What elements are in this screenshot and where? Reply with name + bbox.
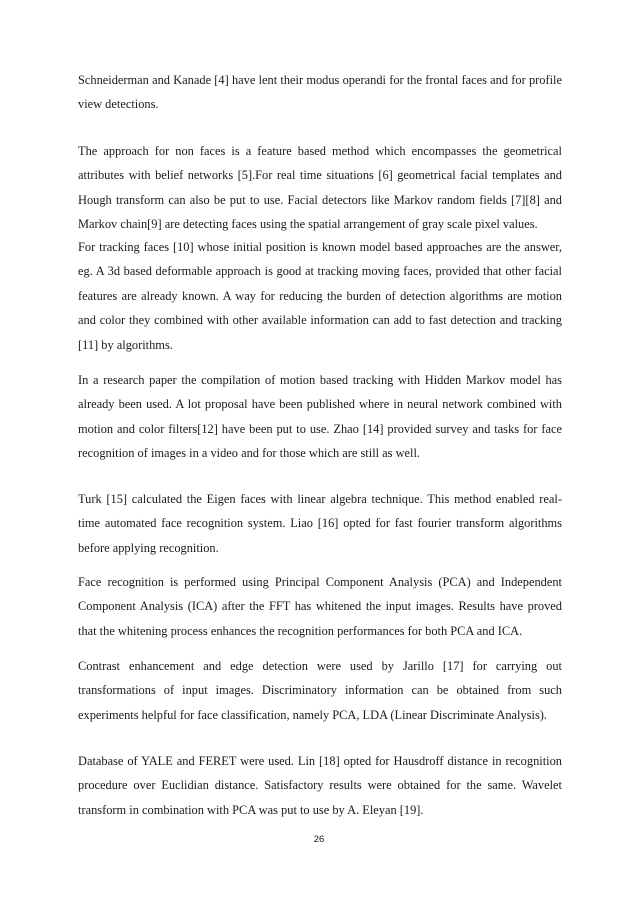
paragraph-schneiderman-kanade: Schneiderman and Kanade [4] have lent their modus operandi for the frontal faces and for profile view detections. <box>78 73 562 112</box>
paragraph-contrast-enhancement: Contrast enhancement and edge detection were used by Jarillo [17] for carrying out transformations of input images. Discriminatory information can be obtained from such experiments helpful for face classification, namely PCA, LDA (Linear Discriminate Analysis). <box>78 659 562 722</box>
paragraph-tracking-faces: For tracking faces [10] whose initial position is known model based approaches are the answer, eg. A 3d based deformable approach is good at tracking moving faces, provided that other facial features are already known. A way for reducing the burden of detection algorithms are motion and color they combined with other available information can add to fast detection and tracking [11] by algorithms. <box>78 240 562 352</box>
paragraph-pca-ica: Face recognition is performed using Principal Component Analysis (PCA) and Independent Component Analysis (ICA) after the FFT has whitened the input images. Results have proved that the whitening process enhances the recognition performances for both PCA and ICA. <box>78 575 562 638</box>
page-number: 26 <box>313 834 325 845</box>
paragraph-eigen-faces: Turk [15] calculated the Eigen faces with linear algebra technique. This method enabled real-time automated face recognition system. Liao [16] opted for fast fourier transform algorithms before applying recognition. <box>78 492 562 555</box>
paragraph-non-faces-approach: The approach for non faces is a feature based method which encompasses the geometrical attributes with belief networks [5].For real time situations [6] geometrical facial templates and Hough transform can also be put to use. Facial detectors like Markov random fields [7][8] and Markov chain[9] are detecting faces using the spatial arrangement of gray scale pixel values. <box>78 144 562 232</box>
paragraph-motion-tracking-hmm: In a research paper the compilation of motion based tracking with Hidden Markov model has already been used. A lot proposal have been published where in neural network combined with motion and color filters[12] have been put to use. Zhao [14] provided survey and tasks for face recognition of images in a video and for those which are still as well. <box>78 373 562 461</box>
paragraph-yale-feret-database: Database of YALE and FERET were used. Lin [18] opted for Hausdroff distance in recognition procedure over Euclidian distance. Satisfactory results were obtained for the same. Wavelet transform in combination with PCA was put to use by A. Eleyan [19]. <box>78 754 562 817</box>
